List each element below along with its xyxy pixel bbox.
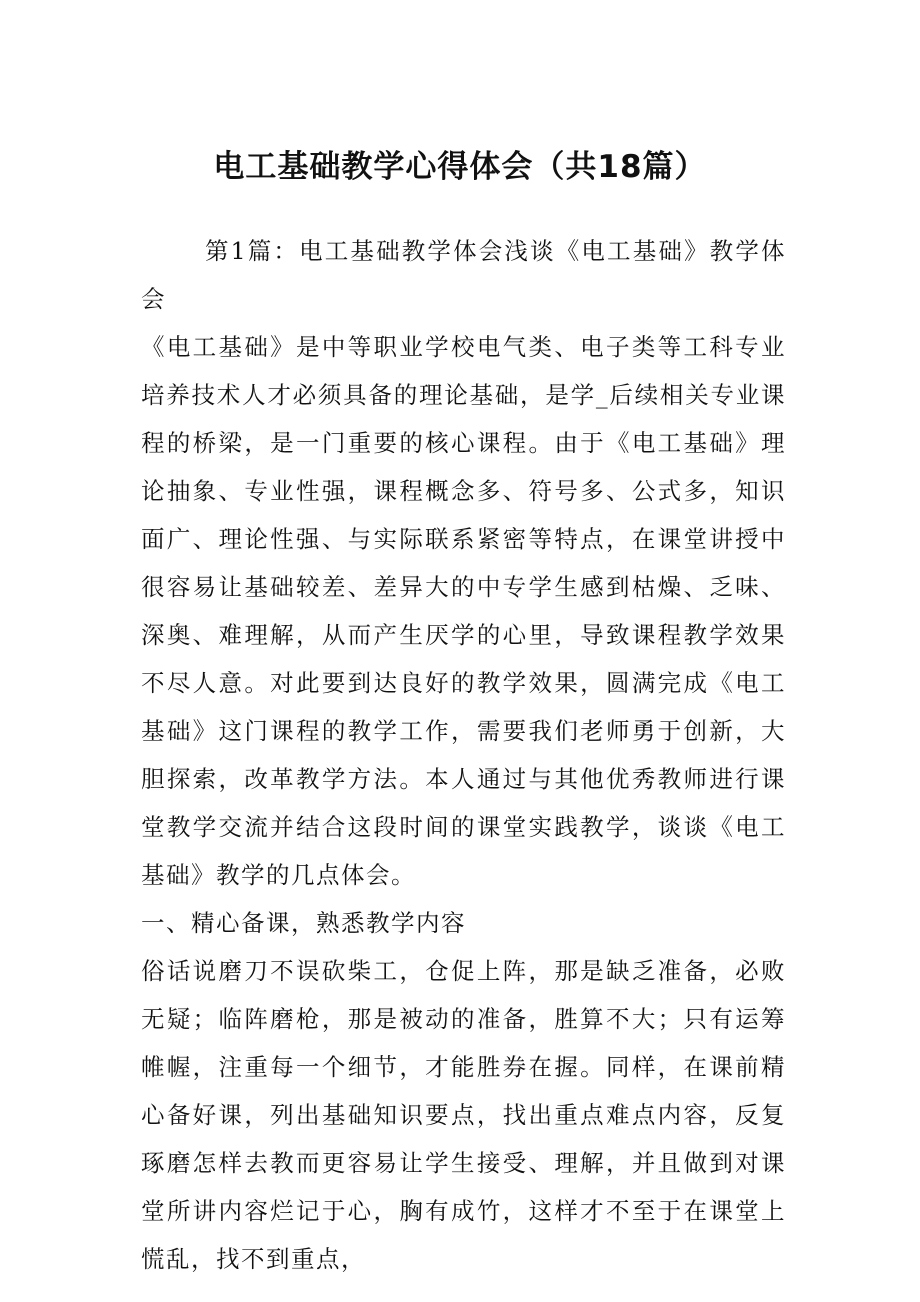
paragraph-intro: 《电工基础》是中等职业学校电气类、电子类等工科专业培养技术人才必须具备的理论基础，是学_后续相关专业课程的桥梁，是一门重要的核心课程。由于《电工基础》理论抽象、专业性强，课程概念多、符号多、公式多，知识面广、理论性强、与实际联系紧密等特点，在课堂讲授中很容易让基础较差、差异大的中专学生感到枯燥、乏味、深奥、难理解，从而产生厌学的心里，导致课程教学效果不尽人意。对此要到达良好的教学效果，圆满完成《电工基础》这门课程的教学工作，需要我们老师勇于创新，大胆探索，改革教学方法。本人通过与其他优秀教师进行课堂教学交流并结合这段时间的课堂实践教学，谈谈《电工基础》教学的几点体会。 bbox=[141, 333, 786, 889]
document-body bbox=[141, 227, 786, 1283]
document-title: 电工基础教学心得体会（共18篇） bbox=[213, 149, 707, 185]
section-heading-chapter-1: 第1篇：电工基础教学体会浅谈《电工基础》教学体会 bbox=[141, 237, 786, 313]
paragraph-preparation: 俗话说磨刀不误砍柴工，仓促上阵，那是缺乏准备，必败无疑；临阵磨枪，那是被动的准备，胜算不大；只有运筹帷幄，注重每一个细节，才能胜券在握。同样，在课前精心备好课，列出基础知识要点，找出重点难点内容，反复琢磨怎样去教而更容易让学生接受、理解，并且做到对课堂所讲内容烂记于心，胸有成竹，这样才不至于在课堂上慌乱，找不到重点， bbox=[141, 957, 786, 1273]
section-heading-1: 一、精心备课，熟悉教学内容 bbox=[141, 909, 466, 937]
